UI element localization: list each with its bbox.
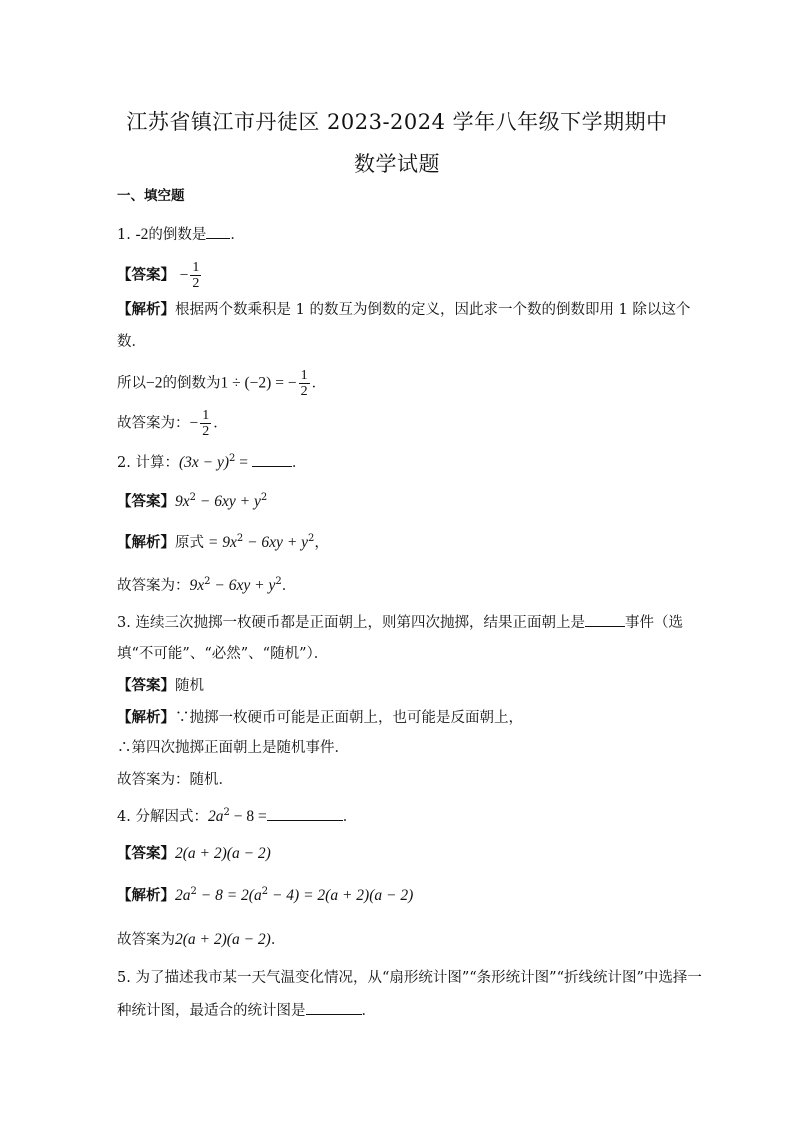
q1-analysis-line2: 数． — [117, 334, 146, 350]
fraction-numerator: 1 — [300, 368, 308, 383]
q3-analysis-line1 — [117, 708, 523, 728]
document-title-line2: 数学试题 — [354, 152, 440, 176]
final-expression: 9x — [189, 577, 205, 594]
final-end: ． — [270, 932, 286, 948]
question-text: 种统计图，最适合的统计图是 — [117, 1003, 306, 1019]
fraction-denominator: 2 — [192, 276, 200, 291]
final-fraction — [200, 408, 211, 439]
question-3-line2: 填“不可能”、“必然”、“随机”）． — [117, 646, 329, 662]
question-5-line1: 5. 为了描述我市某一天气温变化情况，从“扇形统计图”“条形统计图”“折线统计图”中选择一 — [117, 970, 702, 986]
analysis-expression: 1 ÷ (−2) = − — [220, 374, 297, 392]
answer-tag: 【答案】 — [117, 266, 175, 284]
analysis-expression: − 8 = 2(a — [196, 887, 262, 904]
analysis-tag: 【解析】 — [117, 887, 175, 904]
final-expression: − 6xy + y — [210, 577, 276, 594]
question-text: 3. 连续三次抛掷一枚硬币都是正面朝上，则第四次抛掷，结果正面朝上是 — [117, 615, 585, 631]
analysis-expression: = 9x — [204, 534, 237, 551]
exponent: 2 — [275, 576, 282, 588]
analysis-tag: 【解析】 — [117, 534, 175, 551]
exponent: 2 — [260, 492, 268, 504]
question-number: 1. — [117, 227, 131, 243]
q4-final — [117, 930, 285, 950]
equals-sign: = — [235, 454, 252, 471]
question-end: ． — [361, 1003, 376, 1019]
answer-blank — [267, 806, 343, 821]
exponent: 2 — [261, 886, 269, 898]
exponent: 2 — [229, 453, 236, 465]
answer-expression: − 6xy + y — [196, 493, 261, 510]
question-4 — [117, 806, 357, 827]
answer-fraction — [190, 260, 201, 291]
analysis-text: 根据两个数乘积是 1 的数互为倒数的定义，因此求一个数的倒数即用 1 除以这个 — [175, 302, 691, 318]
question-expression: 2a — [207, 808, 224, 825]
question-1 — [117, 224, 245, 245]
answer-tag: 【答案】 — [117, 677, 175, 694]
analysis-end: ． — [311, 375, 327, 392]
exponent: 2 — [190, 886, 197, 898]
question-end: ． — [342, 809, 358, 825]
analysis-tag: 【解析】 — [117, 301, 175, 318]
question-text: 分解因式： — [135, 809, 208, 825]
question-text: 计算： — [135, 455, 179, 471]
document-title-line1: 江苏省镇江市丹徒区 2023-2024 学年八年级下学期期中 — [126, 110, 668, 134]
analysis-tag: 【解析】 — [117, 709, 175, 726]
q2-answer — [117, 492, 267, 512]
answer-tag: 【答案】 — [117, 493, 175, 510]
question-expression: (3x − y) — [178, 454, 229, 471]
section-heading-fill-in: 一、填空题 — [117, 188, 185, 204]
q3-analysis-line2: ∴第四次抛掷正面朝上是随机事件． — [117, 740, 349, 756]
question-end: ． — [291, 455, 307, 471]
analysis-text: 原式 — [175, 535, 204, 551]
q1-analysis-line1 — [117, 300, 690, 320]
question-number: 4. — [117, 809, 131, 825]
answer-blank — [252, 452, 292, 467]
answer-blank — [585, 612, 625, 627]
exponent: 2 — [204, 576, 211, 588]
analysis-text: ∵抛掷一枚硬币可能是正面朝上，也可能是反面朝上， — [175, 710, 523, 726]
q1-final — [117, 408, 228, 439]
q1-answer — [117, 260, 203, 291]
q1-analysis-line3 — [117, 368, 326, 399]
answer-blank — [306, 1000, 362, 1015]
q4-answer — [117, 844, 271, 864]
final-end: ． — [213, 415, 228, 432]
question-2 — [117, 452, 306, 473]
fraction-denominator: 2 — [300, 384, 308, 399]
q3-answer — [117, 676, 204, 696]
question-value: -2 — [135, 226, 149, 243]
answer-text: 随机 — [175, 678, 204, 694]
final-text: 故答案为： — [117, 578, 190, 594]
exponent: 2 — [236, 533, 244, 545]
exponent: 2 — [189, 492, 197, 504]
final-text: 故答案为： — [117, 415, 190, 432]
answer-blank — [206, 224, 230, 239]
final-end: ． — [281, 578, 297, 594]
q4-analysis — [117, 886, 413, 906]
exponent: 2 — [308, 533, 315, 545]
question-text: 的倒数是 — [148, 227, 207, 243]
analysis-text: 的倒数为 — [162, 375, 221, 392]
q2-final — [117, 576, 296, 596]
question-text: 事件（选 — [624, 615, 683, 631]
final-expression: 2(a + 2)(a − 2) — [175, 931, 271, 948]
fraction-denominator: 2 — [202, 424, 210, 439]
exponent: 2 — [223, 807, 230, 819]
analysis-value: −2 — [146, 374, 163, 392]
fraction-numerator: 1 — [192, 260, 200, 275]
answer-tag: 【答案】 — [117, 845, 175, 862]
answer-minus: − — [179, 266, 189, 284]
fraction-numerator: 1 — [202, 408, 210, 423]
q3-final: 故答案为：随机． — [117, 772, 233, 788]
answer-expression: 2(a + 2)(a − 2) — [175, 845, 271, 862]
analysis-expression: − 6xy + y — [243, 534, 309, 551]
analysis-expression: − 4) = 2(a + 2)(a − 2) — [268, 887, 414, 904]
analysis-text: 所以 — [117, 375, 146, 392]
question-expression: − 8 = — [229, 808, 267, 825]
question-3-line1 — [117, 612, 683, 633]
question-number: 2. — [117, 455, 131, 471]
q2-analysis — [117, 533, 329, 553]
analysis-expression: 2a — [175, 887, 191, 904]
question-end: ． — [230, 227, 245, 243]
final-text: 故答案为 — [117, 932, 175, 948]
answer-expression: 9x — [175, 493, 190, 510]
final-minus: − — [189, 414, 199, 432]
analysis-end: ， — [314, 535, 329, 551]
analysis-fraction — [299, 368, 310, 399]
question-5-line2 — [117, 1000, 376, 1021]
